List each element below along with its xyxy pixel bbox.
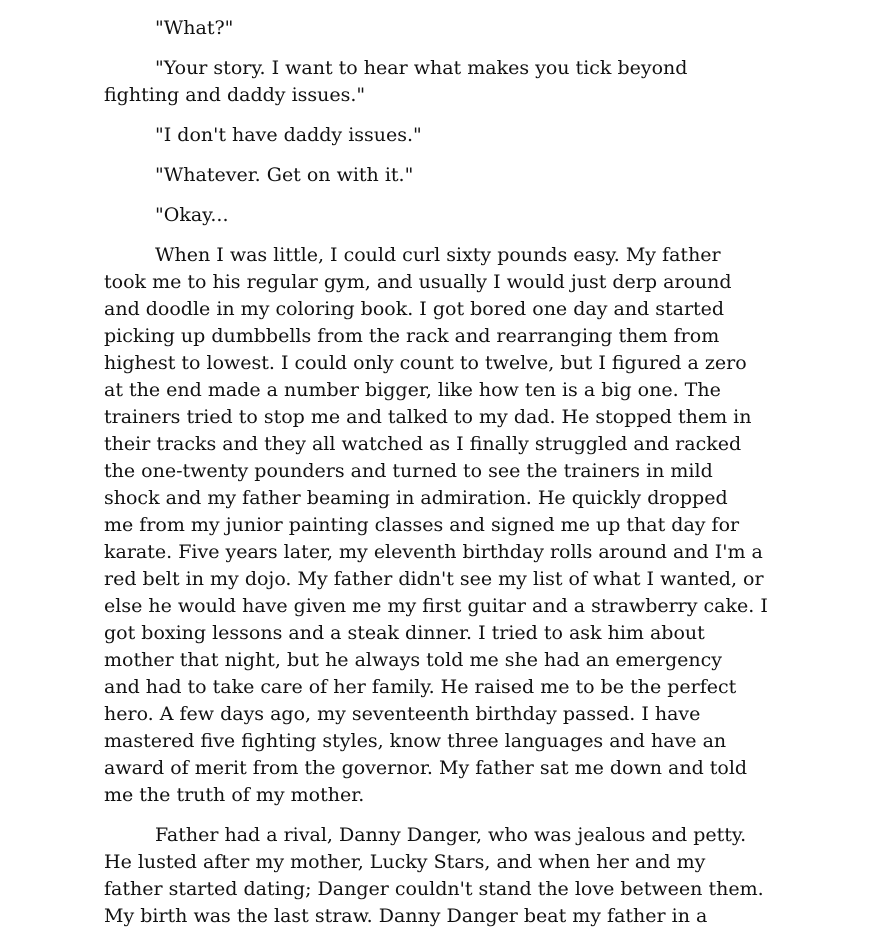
text-line: else he would have given me my first guitar and a strawberry cake. I (104, 595, 768, 617)
paragraph-5 (104, 202, 784, 229)
paragraph-2 (104, 55, 784, 109)
text-line: highest to lowest. I could only count to twelve, but I figured a zero (104, 352, 747, 374)
paragraph-4 (104, 162, 784, 189)
text-line: mastered five fighting styles, know three languages and have an (104, 730, 727, 752)
text-line: at the end made a number bigger, like how ten is a big one. The (104, 379, 721, 401)
text-line: their tracks and they all watched as I finally struggled and racked (104, 433, 742, 455)
text-line: "Okay... (155, 204, 229, 226)
text-line: When I was little, I could curl sixty pounds easy. My father (155, 244, 721, 266)
paragraph-6 (104, 242, 784, 809)
text-line: award of merit from the governor. My father sat me down and told (104, 757, 748, 779)
text-line: father started dating; Danger couldn't stand the love between them. (104, 878, 764, 900)
text-line: He lusted after my mother, Lucky Stars, and when her and my (104, 851, 706, 873)
text-line: picking up dumbbells from the rack and rearranging them from (104, 325, 720, 347)
paragraph-1 (104, 15, 784, 42)
text-line: fighting and daddy issues." (104, 84, 366, 106)
text-line: Father had a rival, Danny Danger, who was jealous and petty. (155, 824, 747, 846)
text-line: "Whatever. Get on with it." (155, 164, 414, 186)
text-line: "I don't have daddy issues." (155, 124, 422, 146)
paragraph-3 (104, 122, 784, 149)
text-line: hero. A few days ago, my seventeenth birthday passed. I have (104, 703, 701, 725)
text-line: "What?" (155, 17, 234, 39)
text-line: and doodle in my coloring book. I got bored one day and started (104, 298, 725, 320)
text-line: "Your story. I want to hear what makes you tick beyond (155, 57, 688, 79)
text-line: the one-twenty pounders and turned to see the trainers in mild (104, 460, 713, 482)
text-line: took me to his regular gym, and usually I would just derp around (104, 271, 732, 293)
text-line: My birth was the last straw. Danny Danger beat my father in a (104, 905, 708, 927)
text-line: and had to take care of her family. He raised me to be the perfect (104, 676, 737, 698)
text-line: me the truth of my mother. (104, 784, 365, 806)
text-line: me from my junior painting classes and signed me up that day for (104, 514, 740, 536)
text-line: mother that night, but he always told me she had an emergency (104, 649, 723, 671)
text-line: karate. Five years later, my eleventh birthday rolls around and I'm a (104, 541, 763, 563)
text-line: got boxing lessons and a steak dinner. I tried to ask him about (104, 622, 705, 644)
paragraph-7 (104, 822, 784, 930)
text-line: shock and my father beaming in admiration. He quickly dropped (104, 487, 728, 509)
text-line: red belt in my dojo. My father didn't see my list of what I wanted, or (104, 568, 764, 590)
text-line: trainers tried to stop me and talked to my dad. He stopped them in (104, 406, 752, 428)
document-page (104, 0, 784, 930)
